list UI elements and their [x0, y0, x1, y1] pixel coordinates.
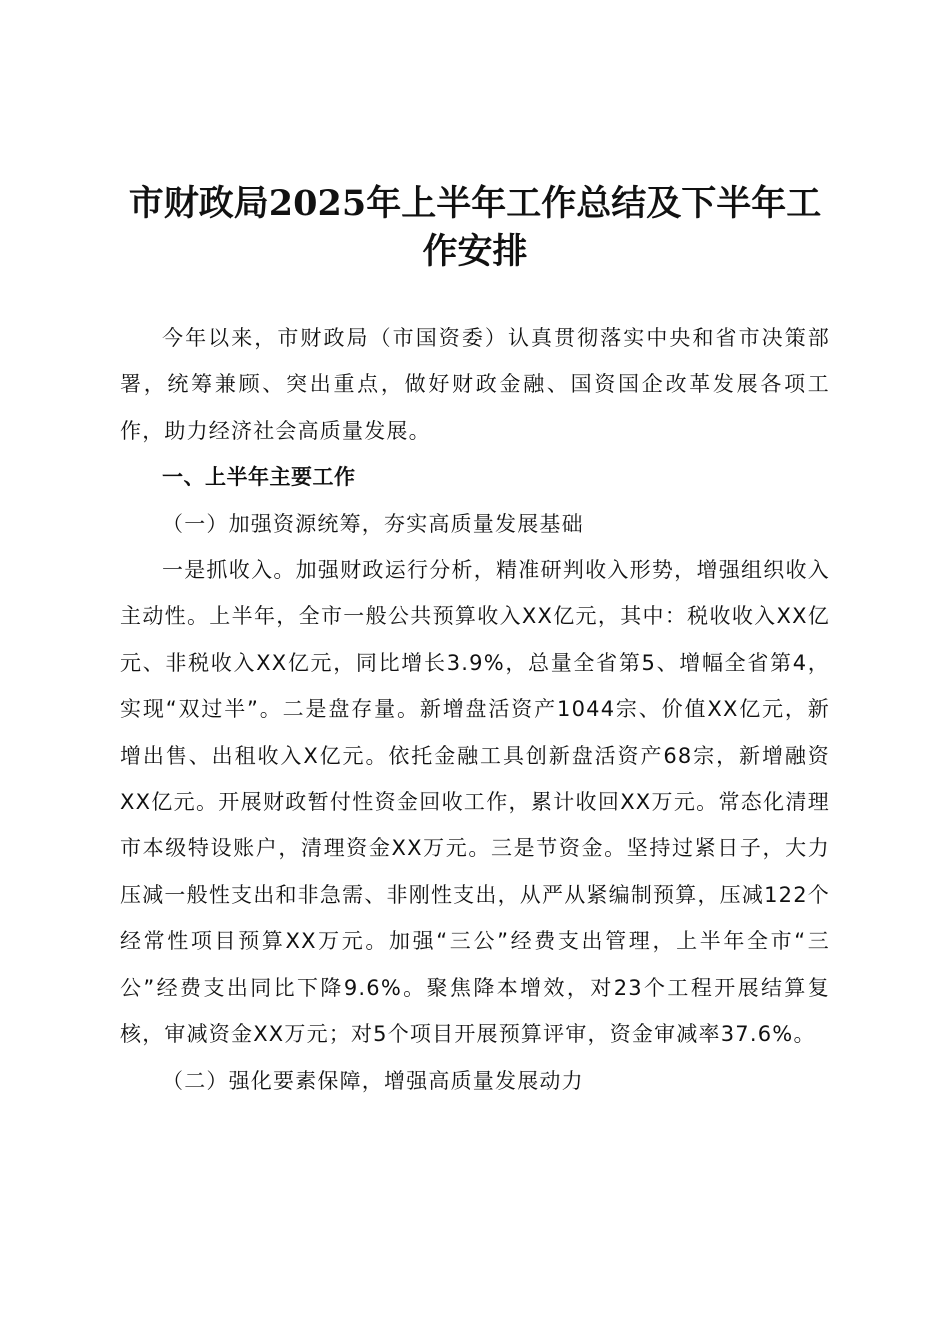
- subsection-heading-2: （二）强化要素保障，增强高质量发展动力: [162, 1068, 584, 1093]
- intro-paragraph: 今年以来，市财政局（市国资委）认真贯彻落实中央和省市决策部署，统筹兼顾、突出重点，做好财政金融、国资国企改革发展各项工作，助力经济社会高质量发展。: [120, 326, 830, 443]
- title-line-1: 市财政局2025年上半年工作总结及下半年工: [128, 183, 822, 224]
- document-body: [120, 315, 830, 1104]
- subsection-1-paragraph: 一是抓收入。加强财政运行分析，精准研判收入形势，增强组织收入主动性。上半年，全市一般公共预算收入XX亿元，其中：税收收入XX亿元、非税收入XX亿元，同比增长3.9%，总量全省第5、增幅全省第4，实现“双过半”。二是盘存量。新增盘活资产1044宗、价值XX亿元，新增出售、出租收入X亿元。依托金融工具创新盘活资产68宗，新增融资XX亿元。开展财政暂付性资金回收工作，累计收回XX万元。常态化清理市本级特设账户，清理资金XX万元。三是节资金。坚持过紧日子，大力压减一般性支出和非急需、非刚性支出，从严从紧编制预算，压减122个经常性项目预算XX万元。加强“三公”经费支出管理，上半年全市“三公”经费支出同比下降9.6%。聚焦降本增效，对23个工程开展结算复核，审减资金XX万元；对5个项目开展预算评审，资金审减率37.6%。: [120, 558, 830, 1047]
- document-title: [100, 180, 850, 276]
- title-line-2: 作安排: [422, 231, 528, 272]
- subsection-heading-1: （一）加强资源统筹，夯实高质量发展基础: [162, 511, 584, 536]
- section-heading-1: 一、上半年主要工作: [162, 465, 356, 490]
